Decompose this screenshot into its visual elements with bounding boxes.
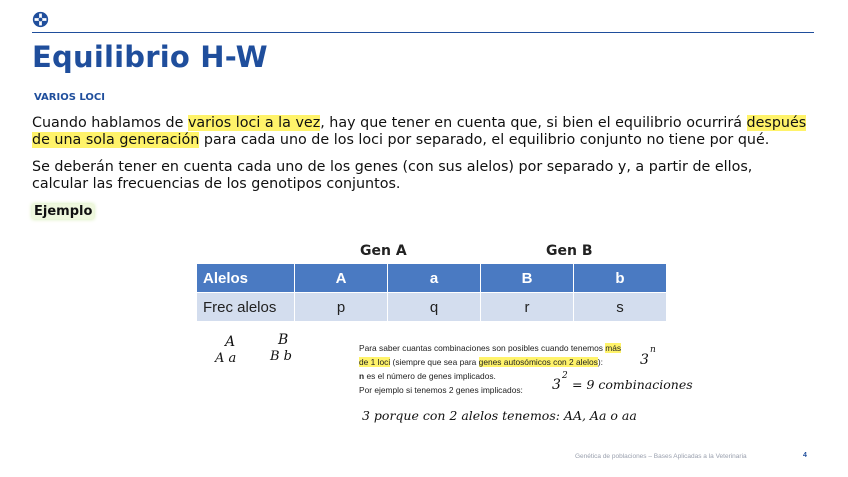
table-header-cell: b [574, 264, 667, 293]
page-number: 4 [803, 452, 807, 459]
note-text: Por ejemplo si tenemos 2 genes implicados: [359, 385, 523, 395]
table-header-row [197, 264, 667, 293]
table-cell: p [295, 293, 388, 322]
paragraph-varios-loci [32, 115, 812, 149]
gen-a-label: Gen A [360, 243, 407, 259]
handwritten-power-base: 3 [640, 352, 649, 368]
table-row [197, 293, 667, 322]
footer-text: Genética de poblaciones – Bases Aplicadas a la Veterinaria [575, 453, 747, 460]
example-label: Ejemplo [34, 204, 93, 219]
header-divider [32, 32, 814, 33]
table-cell: q [388, 293, 481, 322]
handwritten-b: B [278, 332, 289, 348]
p1-text-e: para cada uno de los loci por separado, el equilibrio conjunto no tiene por qué. [199, 132, 770, 148]
note-text: es el número de genes implicados. [364, 371, 496, 381]
table-header-cell: a [388, 264, 481, 293]
table-header-cell: A [295, 264, 388, 293]
note-highlight: de 1 loci [359, 357, 391, 367]
table-header-cell: B [481, 264, 574, 293]
slide-title: Equilibrio H-W [32, 40, 268, 74]
note-highlight: genes autosómicos con 2 alelos [478, 357, 598, 367]
cross-logo-icon [32, 11, 49, 28]
p1-highlight-una-generacion: después de una sola generación [32, 115, 807, 148]
handwritten-example-exp: 2 [562, 371, 568, 381]
note-highlight: más [605, 343, 622, 353]
handwritten-a: A [225, 334, 236, 350]
table-cell: s [574, 293, 667, 322]
table-header-cell: Alelos [197, 264, 295, 293]
handwritten-example-base: 3 [552, 377, 561, 393]
note-text: ): [597, 357, 603, 367]
handwritten-example-result: = 9 combinaciones [572, 377, 693, 392]
handwritten-b-pair: B b [270, 349, 293, 364]
handwritten-power-exp: n [650, 345, 656, 355]
note-text: (siempre que sea para [390, 357, 479, 367]
p1-text-a: Cuando hablamos de [32, 115, 188, 131]
slide-subtitle: VARIOS LOCI [34, 92, 105, 103]
gen-b-label: Gen B [546, 243, 593, 259]
handwritten-a-pair: A a [215, 351, 237, 366]
allele-frequency-table [196, 263, 667, 322]
handwritten-explanation: 3 porque con 2 alelos tenemos: AA, Aa o aa [362, 408, 637, 423]
paragraph-genes-separado: Se deberán tener en cuenta cada uno de los genes (con sus alelos) por separado y, a partir de ellos, calcular las frecuencias de los genotipos conjuntos. [32, 159, 753, 192]
p1-highlight-varios-loci: varios loci a la vez [187, 115, 321, 131]
note-bold-n: n [359, 371, 365, 381]
table-cell: Frec alelos [197, 293, 295, 322]
p1-text-c: , hay que tener en cuenta que, si bien el equilibrio ocurrirá [320, 115, 747, 131]
table-cell: r [481, 293, 574, 322]
note-text: Para saber cuantas combinaciones son posibles cuando tenemos [359, 343, 606, 353]
